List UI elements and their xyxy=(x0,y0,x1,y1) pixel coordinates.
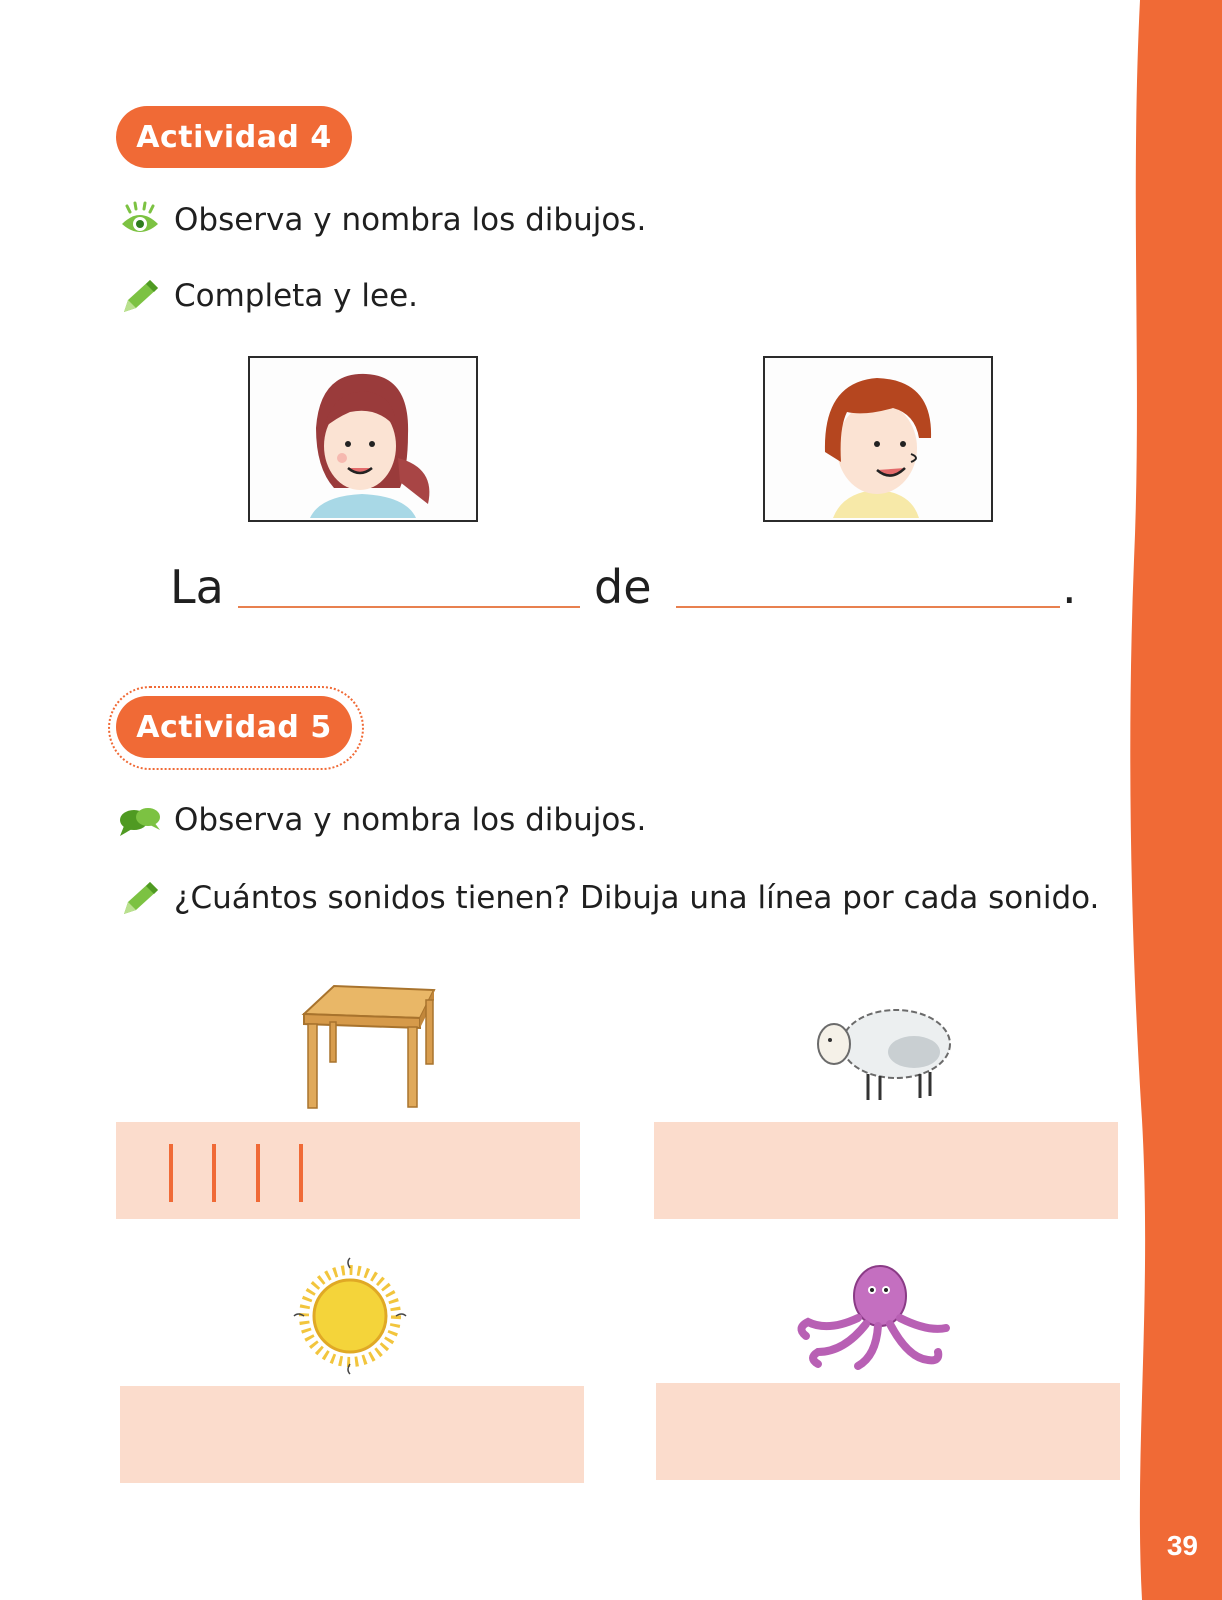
sentence-word-de: de xyxy=(594,560,652,614)
instruction-text: Observa y nombra los dibujos. xyxy=(174,202,647,238)
octopus-illustration xyxy=(788,1262,958,1376)
answer-box-octopus[interactable] xyxy=(656,1383,1120,1480)
answer-box-sheep[interactable] xyxy=(654,1122,1118,1219)
tally-mark xyxy=(169,1144,173,1202)
girl-illustration xyxy=(250,358,476,520)
blank-line-2[interactable] xyxy=(676,606,1060,608)
sun-illustration xyxy=(290,1256,410,1376)
instruction-text: ¿Cuántos sonidos tienen? Dibuja una línea por cada sonido. xyxy=(174,880,1100,916)
tally-mark xyxy=(256,1144,260,1202)
speech-bubbles-icon xyxy=(118,800,162,840)
side-band xyxy=(1112,0,1222,1600)
pencil-icon xyxy=(118,276,162,316)
pencil-icon xyxy=(118,878,162,918)
girl-picture-frame xyxy=(248,356,478,522)
sentence-word-la: La xyxy=(170,560,224,614)
activity-4-instruction-complete xyxy=(118,276,418,316)
boy-illustration xyxy=(765,358,991,520)
sentence-period: . xyxy=(1062,560,1077,614)
activity-5-title: Actividad 5 xyxy=(116,696,352,758)
answer-box-table[interactable] xyxy=(116,1122,580,1219)
activity-4-title: Actividad 4 xyxy=(116,106,352,168)
sheep-illustration xyxy=(810,996,960,1106)
boy-picture-frame xyxy=(763,356,993,522)
tally-mark xyxy=(212,1144,216,1202)
answer-box-sun[interactable] xyxy=(120,1386,584,1483)
eye-icon xyxy=(118,200,162,240)
activity-4-instruction-observe xyxy=(118,200,646,240)
instruction-text: Completa y lee. xyxy=(174,278,418,314)
activity-5-instruction-observe xyxy=(118,800,646,840)
tally-mark xyxy=(299,1144,303,1202)
activity-5-instruction-count xyxy=(118,878,1099,918)
page-number: 39 xyxy=(1166,1530,1198,1561)
instruction-text: Observa y nombra los dibujos. xyxy=(174,802,647,838)
table-illustration xyxy=(300,982,440,1112)
blank-line-1[interactable] xyxy=(238,606,580,608)
